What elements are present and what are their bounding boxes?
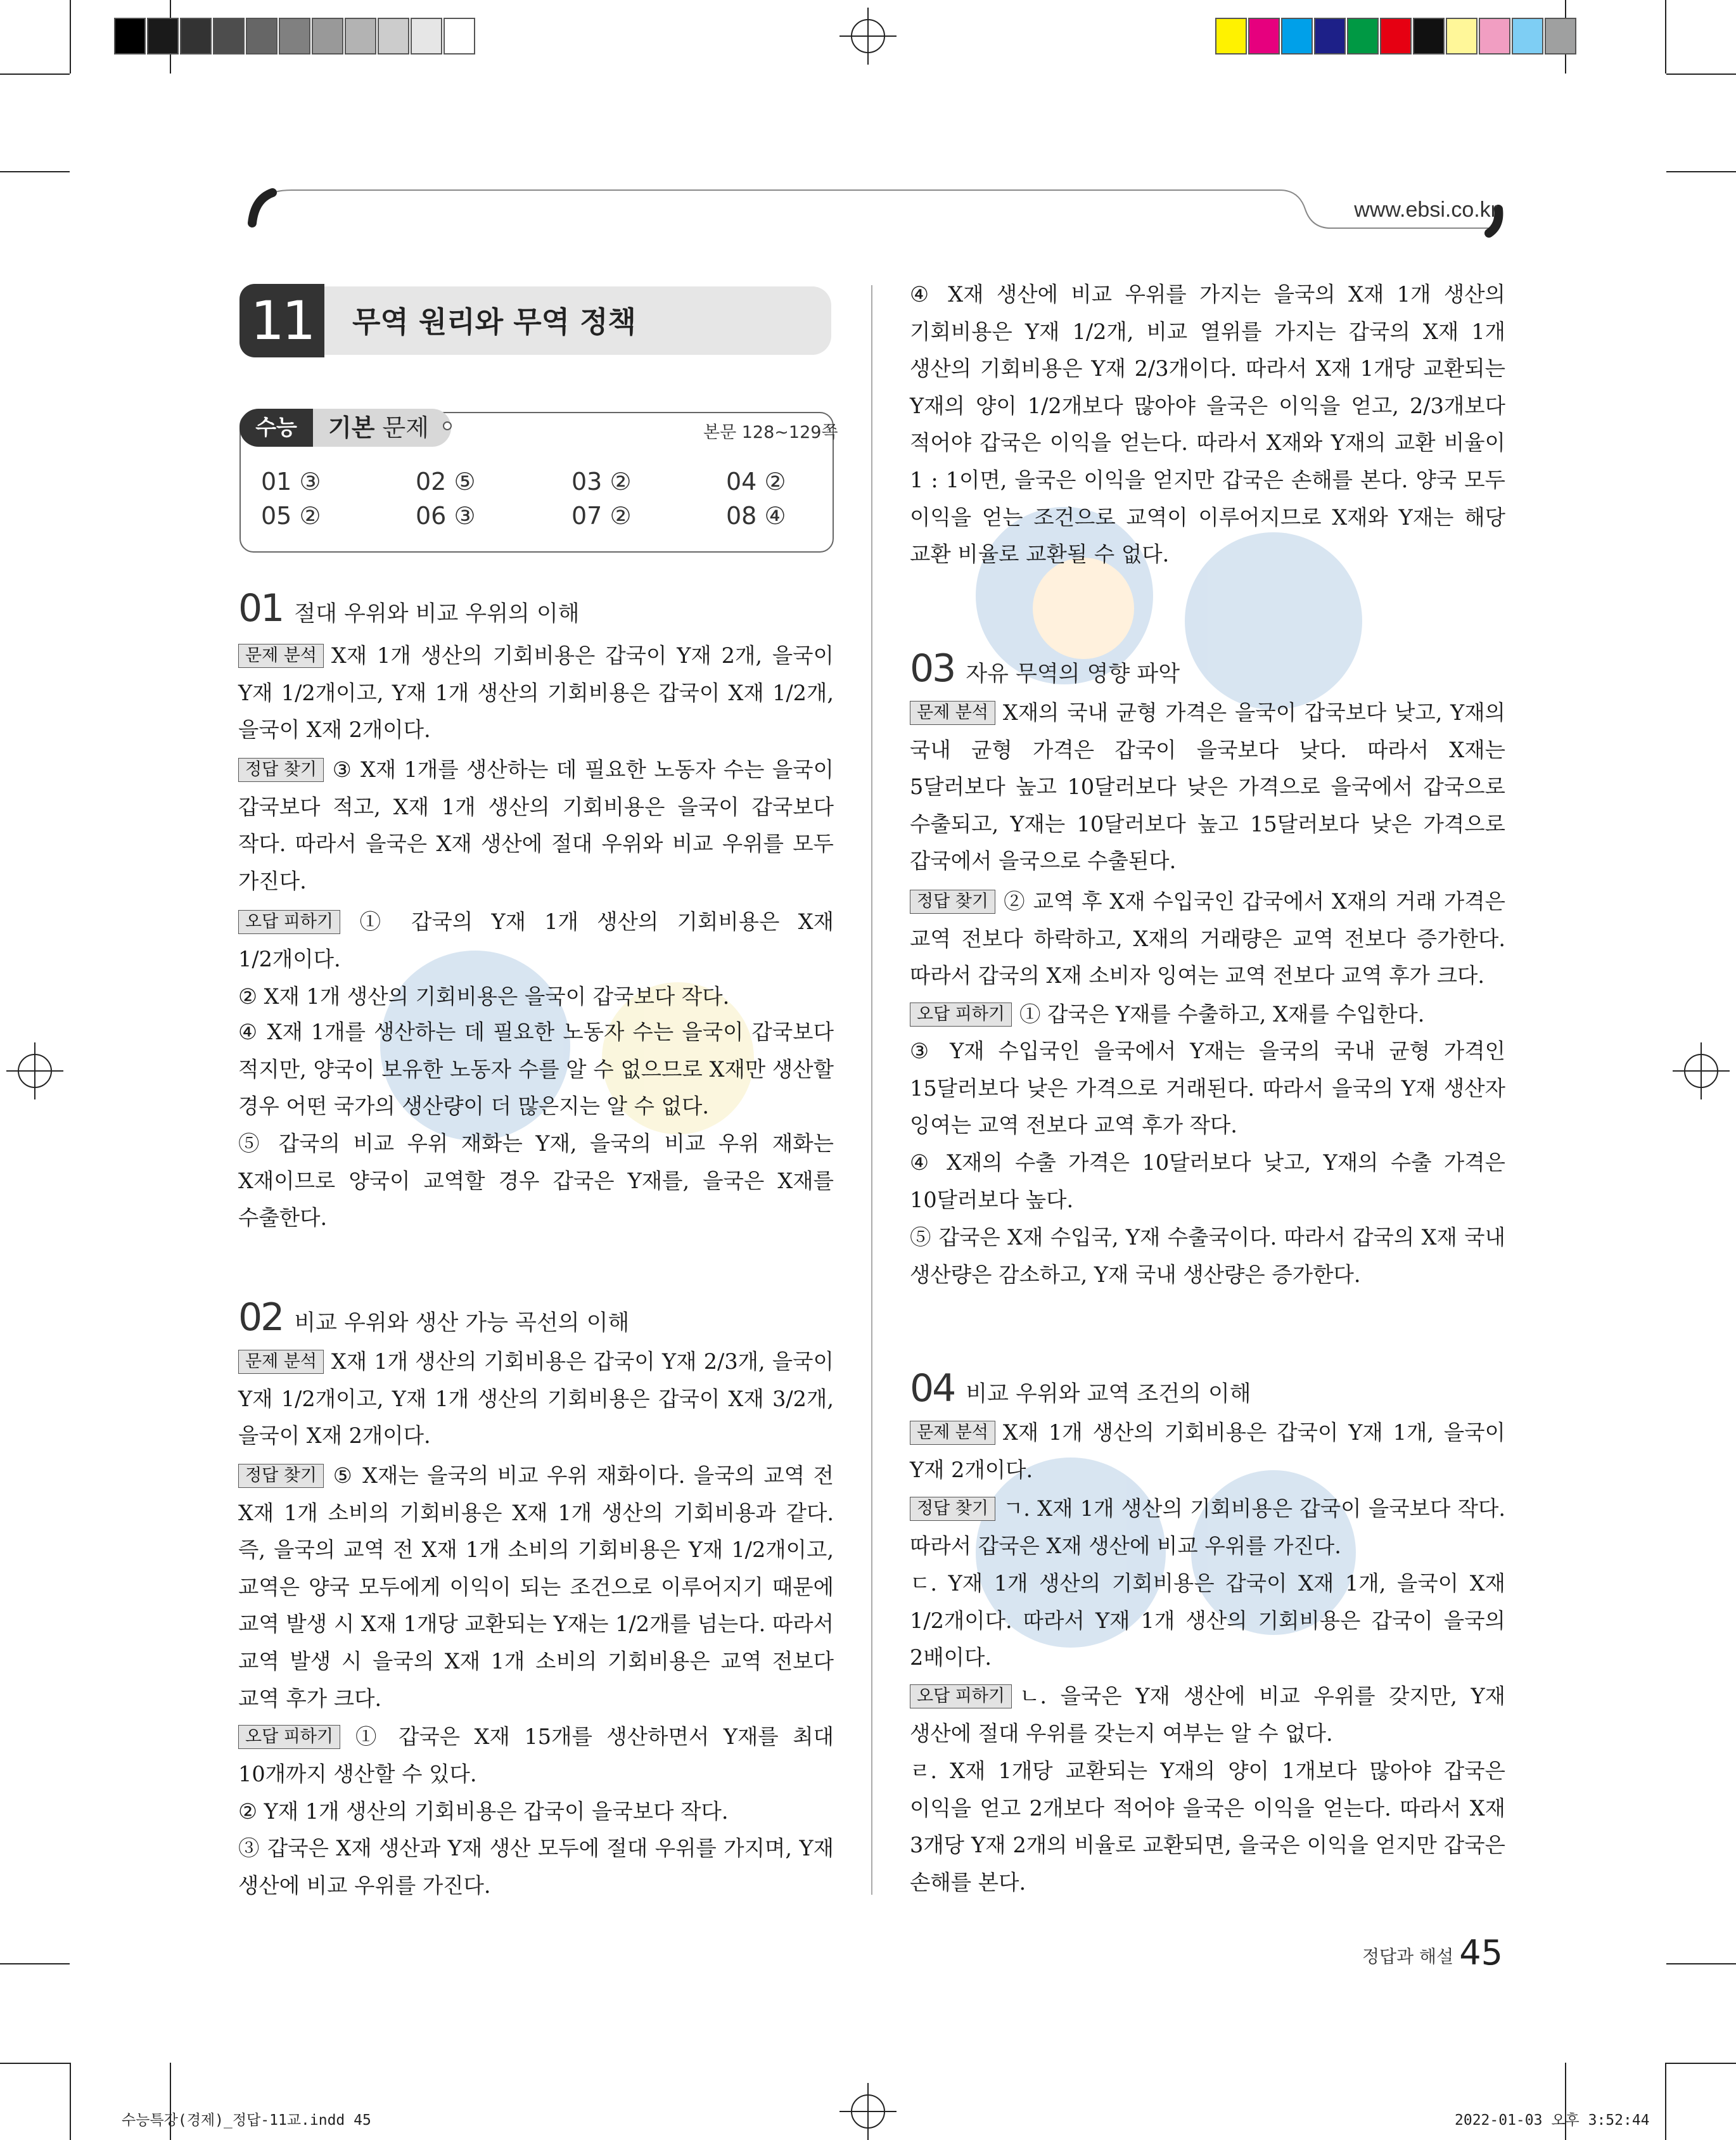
answer-key-item: 07 ②	[571, 502, 632, 530]
chapter-title: 무역 원리와 무역 정책	[352, 305, 636, 339]
avoid-item: ⑤ 갑국의 비교 우위 재화는 Y재, 을국의 비교 우위 재화는 X재이므로 양국이 교역할 경우 갑국은 Y재를, 을국은 X재를 수출한다.	[238, 1131, 834, 1231]
analysis-tag: 문제 분석	[238, 644, 324, 668]
color-swatch	[1479, 18, 1510, 54]
answer-tag: 정답 찾기	[238, 1464, 324, 1488]
avoid-item: ② Y재 1개 생산의 기회비용은 갑국이 을국보다 작다.	[238, 1799, 729, 1824]
avoid-item: ㄹ. X재 1개당 교환되는 Y재의 양이 1개보다 많아야 갑국은 이익을 얻고 2개보다 적어야 을국은 이익을 얻는다. 따라서 X재 3개당 Y재 2개의 비율로 교환되면, 을국은 이익을 얻지만 갑국은 손해를 본다.	[910, 1759, 1505, 1895]
avoid-item: ④ X재 1개를 생산하는 데 필요한 노동자 수는 을국이 갑국보다 적지만, 양국이 보유한 노동자 수를 알 수 없으므로 X재만 생산할 경우 어떤 국가의 생산량이 더 많은지는 알 수 없다.	[238, 1020, 834, 1119]
answer-key-page-range: 본문 128~129쪽	[703, 423, 838, 442]
question-heading: 02 비교 우위와 생산 가능 곡선의 이해	[238, 1295, 630, 1340]
gray-swatch	[180, 18, 212, 54]
gray-swatch	[312, 18, 343, 54]
page-number: 45	[1459, 1933, 1503, 1973]
question-heading: 03 자유 무역의 영향 파악	[910, 646, 1180, 691]
avoid-paragraph: 오답 피하기 ① 갑국의 Y재 1개 생산의 기회비용은 X재 1/2개이다.	[238, 909, 834, 971]
avoid-paragraph: 오답 피하기 ① 갑국은 Y재를 수출하고, X재를 수입한다.	[910, 996, 1505, 1034]
color-swatch	[1314, 18, 1346, 54]
avoid-paragraph: 오답 피하기 ① 갑국은 X재 15개를 생산하면서 Y재를 최대 10개까지 생산할 수 있다.	[238, 1724, 834, 1786]
answer-paragraph: 정답 찾기 ③ X재 1개를 생산하는 데 필요한 노동자 수는 을국이 갑국보다 적고, X재 1개 생산의 기회비용은 을국이 갑국보다 작다. 따라서 을국은 X재 생산에 절대 우위와 비교 우위를 모두 가진다.	[238, 757, 834, 894]
chapter-number: 11	[239, 284, 324, 357]
answer-key-item: 01 ③	[261, 468, 321, 496]
answer-key-item: 08 ④	[726, 502, 786, 530]
avoid-item: ④ X재 생산에 비교 우위를 가지는 을국의 X재 1개 생산의 기회비용은 Y재 1/2개, 비교 열위를 가지는 갑국의 X재 1개 생산의 기회비용은 Y재 2/3개이다. 따라서 X재 1개당 교환되는 Y재의 양이 1/2개보다 많아야 을국은 이익을 얻고, 2/3개보다 적어야 갑국은 이익을 얻는다. 따라서 X재와 Y재의 교환 비율이 1 : 1이면, 을국은 이익을 얻지만 갑국은 손해를 본다. 양국 모두 이익을 얻는 조건으로 교역이 이루어지므로 X재와 Y재는 해당 교환 비율로 교환될 수 없다.	[910, 282, 1505, 567]
gray-swatch	[345, 18, 376, 54]
answer-key-title: 기본 문제	[313, 409, 451, 447]
answer-key-item: 05 ②	[261, 502, 321, 530]
gray-swatch	[246, 18, 278, 54]
gray-swatch	[378, 18, 409, 54]
header-frame	[228, 184, 1514, 241]
analysis-paragraph: 문제 분석 X재 1개 생산의 기회비용은 갑국이 Y재 2/3개, 을국이 Y재 1/2개이고, Y재 1개 생산의 기회비용은 갑국이 X재 3/2개, 을국이 X재 2개이다.	[238, 1349, 834, 1449]
avoid-tag: 오답 피하기	[238, 910, 340, 934]
answer-paragraph: 정답 찾기 ㄱ. X재 1개 생산의 기회비용은 갑국이 을국보다 작다. 따라서 갑국은 X재 생산에 비교 우위를 가진다.	[910, 1496, 1505, 1558]
gray-swatch	[114, 18, 146, 54]
avoid-item: ③ 갑국은 X재 생산과 Y재 생산 모두에 절대 우위를 가지며, Y재 생산에 비교 우위를 가진다.	[238, 1836, 834, 1898]
answer-paragraph: 정답 찾기 ② 교역 후 X재 수입국인 갑국에서 X재의 거래 가격은 교역 전보다 하락하고, X재의 거래량은 교역 전보다 증가한다. 따라서 갑국의 X재 소비자 잉여는 교역 전보다 교역 후가 크다.	[910, 889, 1505, 989]
answer-key-label: 수능	[239, 409, 313, 447]
avoid-item: ④ X재의 수출 가격은 10달러보다 낮고, Y재의 수출 가격은 10달러보다 높다.	[910, 1150, 1505, 1212]
analysis-paragraph: 문제 분석 X재의 국내 균형 가격은 을국이 갑국보다 낮고, Y재의 국내 균형 가격은 갑국이 을국보다 낮다. 따라서 X재는 5달러보다 높고 10달러보다 낮은 가격으로 을국에서 갑국으로 수출되고, Y재는 10달러보다 높고 15달러보다 낮은 가격으로 갑국에서 을국으로 수출된다.	[910, 700, 1505, 874]
avoid-item: ③ Y재 수입국인 을국에서 Y재는 을국의 국내 균형 가격인 15달러보다 낮은 가격으로 거래된다. 따라서 을국의 Y재 생산자 잉여는 교역 전보다 교역 후가 작다.	[910, 1039, 1505, 1138]
footer-label: 정답과 해설	[1362, 1946, 1454, 1967]
print-timestamp: 2022-01-03 오후 3:52:44	[1455, 2112, 1650, 2129]
gray-swatch	[213, 18, 245, 54]
question-heading: 01 절대 우위와 비교 우위의 이해	[238, 586, 580, 631]
answer-tag: 정답 찾기	[238, 758, 324, 782]
answer-tag: 정답 찾기	[910, 890, 995, 914]
answer-key-item: 03 ②	[571, 468, 632, 496]
analysis-tag: 문제 분석	[910, 1421, 995, 1445]
gray-swatch	[147, 18, 179, 54]
color-swatch	[1347, 18, 1379, 54]
site-url[interactable]: www.ebsi.co.kr	[1354, 198, 1498, 222]
avoid-tag: 오답 피하기	[910, 1684, 1012, 1708]
color-swatch	[1512, 18, 1543, 54]
analysis-paragraph: 문제 분석 X재 1개 생산의 기회비용은 갑국이 Y재 2개, 을국이 Y재 1/2개이고, Y재 1개 생산의 기회비용은 갑국이 X재 1/2개, 을국이 X재 2개이다.	[238, 643, 834, 743]
file-slug: 수능특강(경제)_정답-11교.indd 45	[122, 2112, 371, 2129]
circle-bullet-icon	[442, 421, 452, 431]
column-divider	[871, 285, 872, 1895]
question-heading: 04 비교 우위와 교역 조건의 이해	[910, 1366, 1251, 1411]
color-swatch	[1380, 18, 1412, 54]
color-swatch	[1248, 18, 1280, 54]
answer-key-item: 04 ②	[726, 468, 786, 496]
answer-tag: 정답 찾기	[910, 1497, 995, 1521]
avoid-paragraph: 오답 피하기 ㄴ. 을국은 Y재 생산에 비교 우위를 갖지만, Y재 생산에 절대 우위를 갖는지 여부는 알 수 없다.	[910, 1684, 1505, 1746]
avoid-item: ⑤ 갑국은 X재 수입국, Y재 수출국이다. 따라서 갑국의 X재 국내 생산량은 감소하고, Y재 국내 생산량은 증가한다.	[910, 1225, 1505, 1287]
avoid-tag: 오답 피하기	[910, 1003, 1012, 1027]
analysis-tag: 문제 분석	[910, 701, 995, 725]
answer-key-item: 02 ⑤	[416, 468, 476, 496]
analysis-tag: 문제 분석	[238, 1350, 324, 1374]
gray-swatch	[279, 18, 310, 54]
color-swatch	[1545, 18, 1576, 54]
color-swatch	[1446, 18, 1478, 54]
gray-swatch	[411, 18, 442, 54]
color-swatch	[1413, 18, 1445, 54]
avoid-item: ② X재 1개 생산의 기회비용은 을국이 갑국보다 작다.	[238, 984, 730, 1009]
color-swatch	[1215, 18, 1247, 54]
avoid-tag: 오답 피하기	[238, 1725, 340, 1749]
answer-item: ㄷ. Y재 1개 생산의 기회비용은 갑국이 X재 1개, 을국이 X재 1/2개이다. 따라서 Y재 1개 생산의 기회비용은 갑국이 을국의 2배이다.	[910, 1571, 1505, 1670]
answer-key-item: 06 ③	[416, 502, 476, 530]
answer-paragraph: 정답 찾기 ⑤ X재는 을국의 비교 우위 재화이다. 을국의 교역 전 X재 1개 소비의 기회비용은 X재 1개 생산의 기회비용과 같다. 즉, 을국의 교역 전 X재 1개 소비의 기회비용은 Y재 1/2개이고, 교역은 양국 모두에게 이익이 되는 조건으로 이루어지기 때문에 교역 발생 시 X재 1개당 교환되는 Y재는 1/2개를 넘는다. 따라서 교역 발생 시 을국의 X재 1개 소비의 기회비용은 교역 전보다 교역 후가 크다.	[238, 1463, 834, 1711]
color-swatch	[1281, 18, 1313, 54]
analysis-paragraph: 문제 분석 X재 1개 생산의 기회비용은 갑국이 Y재 1개, 을국이 Y재 2개이다.	[910, 1420, 1505, 1482]
gray-swatch	[444, 18, 475, 54]
